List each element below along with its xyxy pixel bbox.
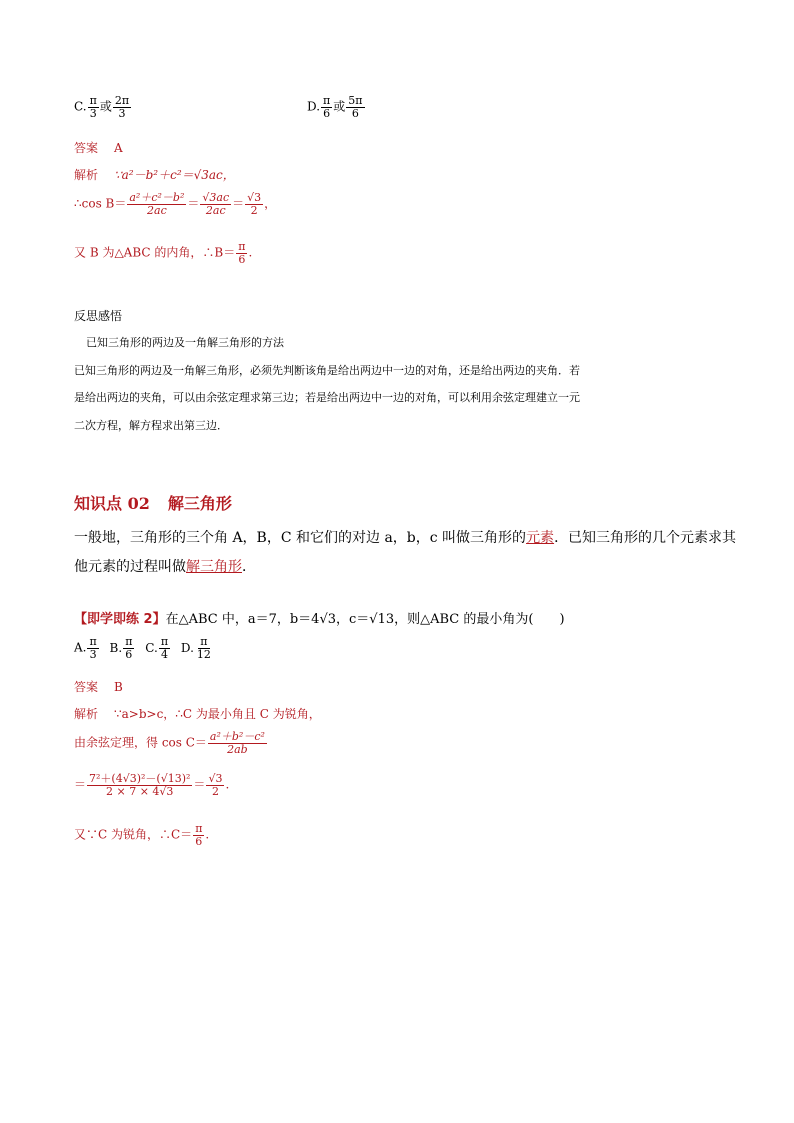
analysis-1-fraction-4: $\frac{\pi}{6}$ bbox=[238, 240, 246, 266]
option-c bbox=[74, 95, 132, 119]
equals: ＝ bbox=[74, 777, 87, 792]
answer-1-label: 答案 bbox=[74, 141, 99, 155]
knowledge-body-text: ．已知三角形的几个元素求其 bbox=[554, 530, 737, 546]
option-c-label: C. bbox=[145, 640, 158, 655]
analysis-2-line-2 bbox=[74, 731, 268, 755]
option-c-fraction-2: $\frac{2\pi}{3}$ bbox=[114, 94, 130, 120]
analysis-2-line-1 bbox=[74, 705, 321, 722]
knowledge-body-text: ． bbox=[242, 559, 256, 575]
answer-2-value: B bbox=[114, 680, 123, 694]
analysis-2-line-4 bbox=[74, 823, 209, 847]
analysis-1-fraction-1: $\frac{\text{a²＋c²－b²}}{2ac}$ bbox=[129, 191, 185, 217]
reflection-paragraph-line-3: 二次方程，解方程求出第三边． bbox=[74, 419, 228, 432]
answer-1 bbox=[74, 139, 123, 156]
knowledge-body-text: 一般地，三角形的三个角 A，B，C 和它们的对边 a，b，c 叫做三角形的 bbox=[74, 530, 527, 546]
analysis-2-line-3 bbox=[74, 773, 229, 797]
period: . bbox=[248, 245, 253, 260]
option-c-or: 或 bbox=[99, 99, 112, 114]
term-solving-triangle: 解三角形 bbox=[186, 559, 242, 575]
reflection-paragraph-line-2: 是给出两边的夹角，可以由余弦定理求第三边；若是给出两边中一边的对角，可以利用余弦定理建立一元 bbox=[74, 391, 580, 404]
answer-2 bbox=[74, 678, 123, 695]
analysis-2-fraction-2: $\frac{\text{7²＋(4√3)²－(√13)²}}{2 \times 7 \times 4√3}$ bbox=[89, 772, 191, 798]
analysis-2-fraction-1: $\frac{\text{a²＋b²－c²}}{2ab}$ bbox=[209, 730, 265, 756]
analysis-2-fraction-3: $\frac{√3}{2}$ bbox=[208, 772, 223, 798]
option-d-label: D. bbox=[180, 640, 194, 655]
exercise-2-question: 在△ABC 中，a＝7，b＝4√3，c＝√13，则△ABC 的最小角为( ) bbox=[165, 612, 565, 627]
option-c-label: C. bbox=[74, 99, 87, 114]
analysis-1-fraction-2: $\frac{√3ac}{2ac}$ bbox=[202, 191, 230, 217]
option-d-fraction-2: $\frac{5\pi}{6}$ bbox=[348, 94, 363, 120]
equals: ＝ bbox=[187, 196, 200, 211]
analysis-1-line-1 bbox=[74, 166, 235, 183]
analysis-1-cosb: ∴cos B＝ bbox=[74, 196, 127, 211]
comma: ， bbox=[264, 196, 277, 211]
reflection-paragraph-line-1: 已知三角形的两边及一角解三角形，必须先判断该角是给出两边中一边的对角，还是给出两边的夹角．若 bbox=[74, 364, 580, 377]
answer-2-label: 答案 bbox=[74, 680, 99, 694]
analysis-1-label: 解析 bbox=[74, 168, 99, 182]
option-d-fraction: $\frac{\pi}{12}$ bbox=[196, 635, 211, 661]
analysis-1-formula-1: ∵a²－b²＋c²＝√3ac， bbox=[114, 168, 235, 182]
option-d-label: D. bbox=[307, 99, 321, 114]
option-c-fraction: $\frac{\pi}{4}$ bbox=[160, 635, 169, 661]
term-elements: 元素 bbox=[526, 530, 555, 546]
reflection-title: 反思感悟 bbox=[74, 309, 123, 323]
equals: ＝ bbox=[193, 777, 206, 792]
knowledge-body-line-1 bbox=[74, 527, 736, 547]
analysis-2-reasoning: ∵a>b>c，∴C 为最小角且 C 为锐角， bbox=[114, 707, 321, 721]
period: . bbox=[205, 827, 210, 842]
option-a-fraction: $\frac{\pi}{3}$ bbox=[89, 635, 97, 661]
exercise-2-options bbox=[74, 636, 214, 660]
analysis-2-label: 解析 bbox=[74, 707, 99, 721]
option-c-fraction-1: $\frac{\pi}{3}$ bbox=[89, 94, 97, 120]
option-d bbox=[307, 95, 366, 119]
knowledge-heading-number: 知识点 02 bbox=[74, 494, 150, 513]
exercise-2-stem bbox=[74, 608, 565, 627]
equals: ＝ bbox=[232, 196, 245, 211]
option-b-label: B. bbox=[109, 640, 123, 655]
option-a-label: A. bbox=[74, 640, 87, 655]
option-b-fraction: $\frac{\pi}{6}$ bbox=[125, 635, 133, 661]
exercise-2-tag: 【即学即练 2】 bbox=[74, 612, 166, 627]
knowledge-heading-title: 解三角形 bbox=[167, 494, 232, 513]
analysis-2-conclusion: 又∵C 为锐角，∴C＝ bbox=[74, 827, 193, 842]
analysis-2-fraction-4: $\frac{\pi}{6}$ bbox=[195, 822, 203, 848]
answer-1-value: A bbox=[114, 141, 123, 155]
analysis-2-cos-rule: 由余弦定理，得 cos C＝ bbox=[74, 735, 207, 750]
option-d-or: 或 bbox=[333, 99, 346, 114]
knowledge-heading bbox=[74, 491, 232, 514]
analysis-1-fraction-3: $\frac{√3}{2}$ bbox=[247, 191, 262, 217]
analysis-1-line-3 bbox=[74, 241, 252, 265]
knowledge-body-text: 他元素的过程叫做 bbox=[74, 559, 186, 575]
period: . bbox=[225, 777, 230, 792]
reflection-subtitle: 已知三角形的两边及一角解三角形的方法 bbox=[86, 336, 284, 349]
analysis-1-conclusion: 又 B 为△ABC 的内角，∴B＝ bbox=[74, 245, 236, 260]
option-d-fraction-1: $\frac{\pi}{6}$ bbox=[323, 94, 331, 120]
analysis-1-line-2 bbox=[74, 192, 276, 216]
knowledge-body-line-2 bbox=[74, 556, 256, 576]
